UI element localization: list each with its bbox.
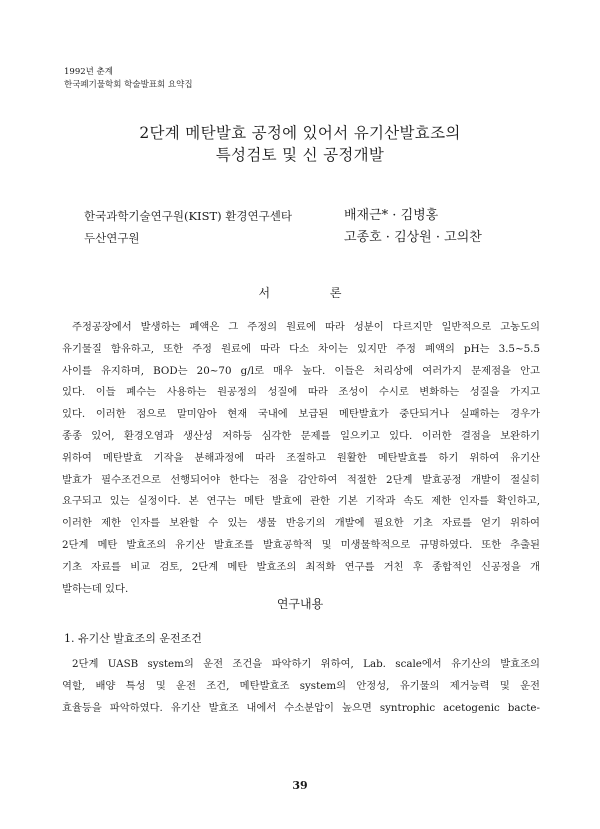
page-number: 39 [292,779,308,792]
author-names-kist: 배재근* · 김병홍 [344,208,439,223]
affiliation-kist: 한국과학기술연구원(KIST) 환경연구센타 [84,209,292,223]
conference-header [64,66,193,92]
conference-year: 1992년 춘계 [64,67,113,77]
method-paragraph [62,654,540,719]
text-line: 2단계 메탄 발효조의 유기산 발효조를 발효공학적 및 미생물학적으로 규명하였다. 또한 추출된 [62,538,540,551]
affiliations [84,205,292,249]
paper-title [0,122,600,166]
paper-title-line2: 특성검토 및 신 공정개발 [215,146,385,164]
text-line: 기초 자료를 비교 검토, 2단계 메탄 발효조의 최적화 연구를 거친 후 종합적인 신공정을 개 [62,560,540,573]
text-line: 2단계 UASB system의 운전 조건을 파악하기 위하여, Lab. scale에서 유기산의 발효조의 [72,658,540,670]
subsection-heading: 1. 유기산 발효조의 운전조건 [64,632,202,645]
text-line: 있다. 이러한 점으로 말미암아 현재 국내에 보급된 메탄발효가 중단되거나 실패하는 경우가 [62,408,540,421]
author-names [344,205,482,249]
text-line: 유기물질 함유하고, 또한 주정 원료에 따라 다소 차이는 있지만 주정 폐액의 pH는 3.5∼5.5 [62,342,540,355]
text-line: 발효가 필수조건으로 선행되어야 한다는 점을 감안하여 적절한 2단계 발효공정 개발이 절실히 [62,473,540,486]
conference-proceedings: 한국폐기물학회 학술발표회 요약집 [64,80,193,90]
affiliation-doosan: 두산연구원 [84,231,140,245]
text-line: 있다. 이들 폐수는 사용하는 원공정의 성질에 따라 조성이 수시로 변화하는 성질을 가지고 [62,386,540,399]
text-line: 발하는데 있다. [62,582,129,595]
text-line: 종종 있어, 환경오염과 생산성 저하등 심각한 문제를 일으키고 있다. 이러한 결점을 보완하기 [62,429,540,442]
author-names-doosan: 고종호 · 김상원 · 고의찬 [344,230,482,245]
method-heading: 연구내용 [276,597,324,611]
text-line: 효율등을 파악하였다. 유기산 발효조 내에서 수소분압이 높으면 syntrophic acetogenic bacte- [62,701,540,714]
text-line: 역할, 배양 특성 및 운전 조건, 메탄발효조 system의 안정성, 유기물의 제거능력 및 운전 [62,679,540,692]
paper-title-line1: 2단계 메탄발효 공정에 있어서 유기산발효조의 [139,124,461,142]
text-line: 사이를 유지하며, BOD는 20∼70 g/l로 매우 높다. 이들은 처리상에 여러가지 문제점을 안고 [62,364,540,377]
text-line: 이러한 제한 인자를 보완할 수 있는 생물 반응기의 개발에 필요한 기초 자료를 얻기 위하여 [62,517,540,530]
intro-paragraph [62,317,540,600]
text-line: 요구되고 있는 실정이다. 본 연구는 메탄 발효에 관한 기본 기작과 속도 제한 인자를 확인하고, [62,495,540,508]
intro-heading: 서 론 [258,286,370,300]
text-line: 주정공장에서 발생하는 폐액은 그 주정의 원료에 따라 성분이 다르지만 일반적으로 고농도의 [72,321,540,333]
text-line: 위하여 메탄발효 기작을 분해과정에 따라 조절하고 원활한 메탄발효를 하기 위하여 유기산 [62,451,540,464]
